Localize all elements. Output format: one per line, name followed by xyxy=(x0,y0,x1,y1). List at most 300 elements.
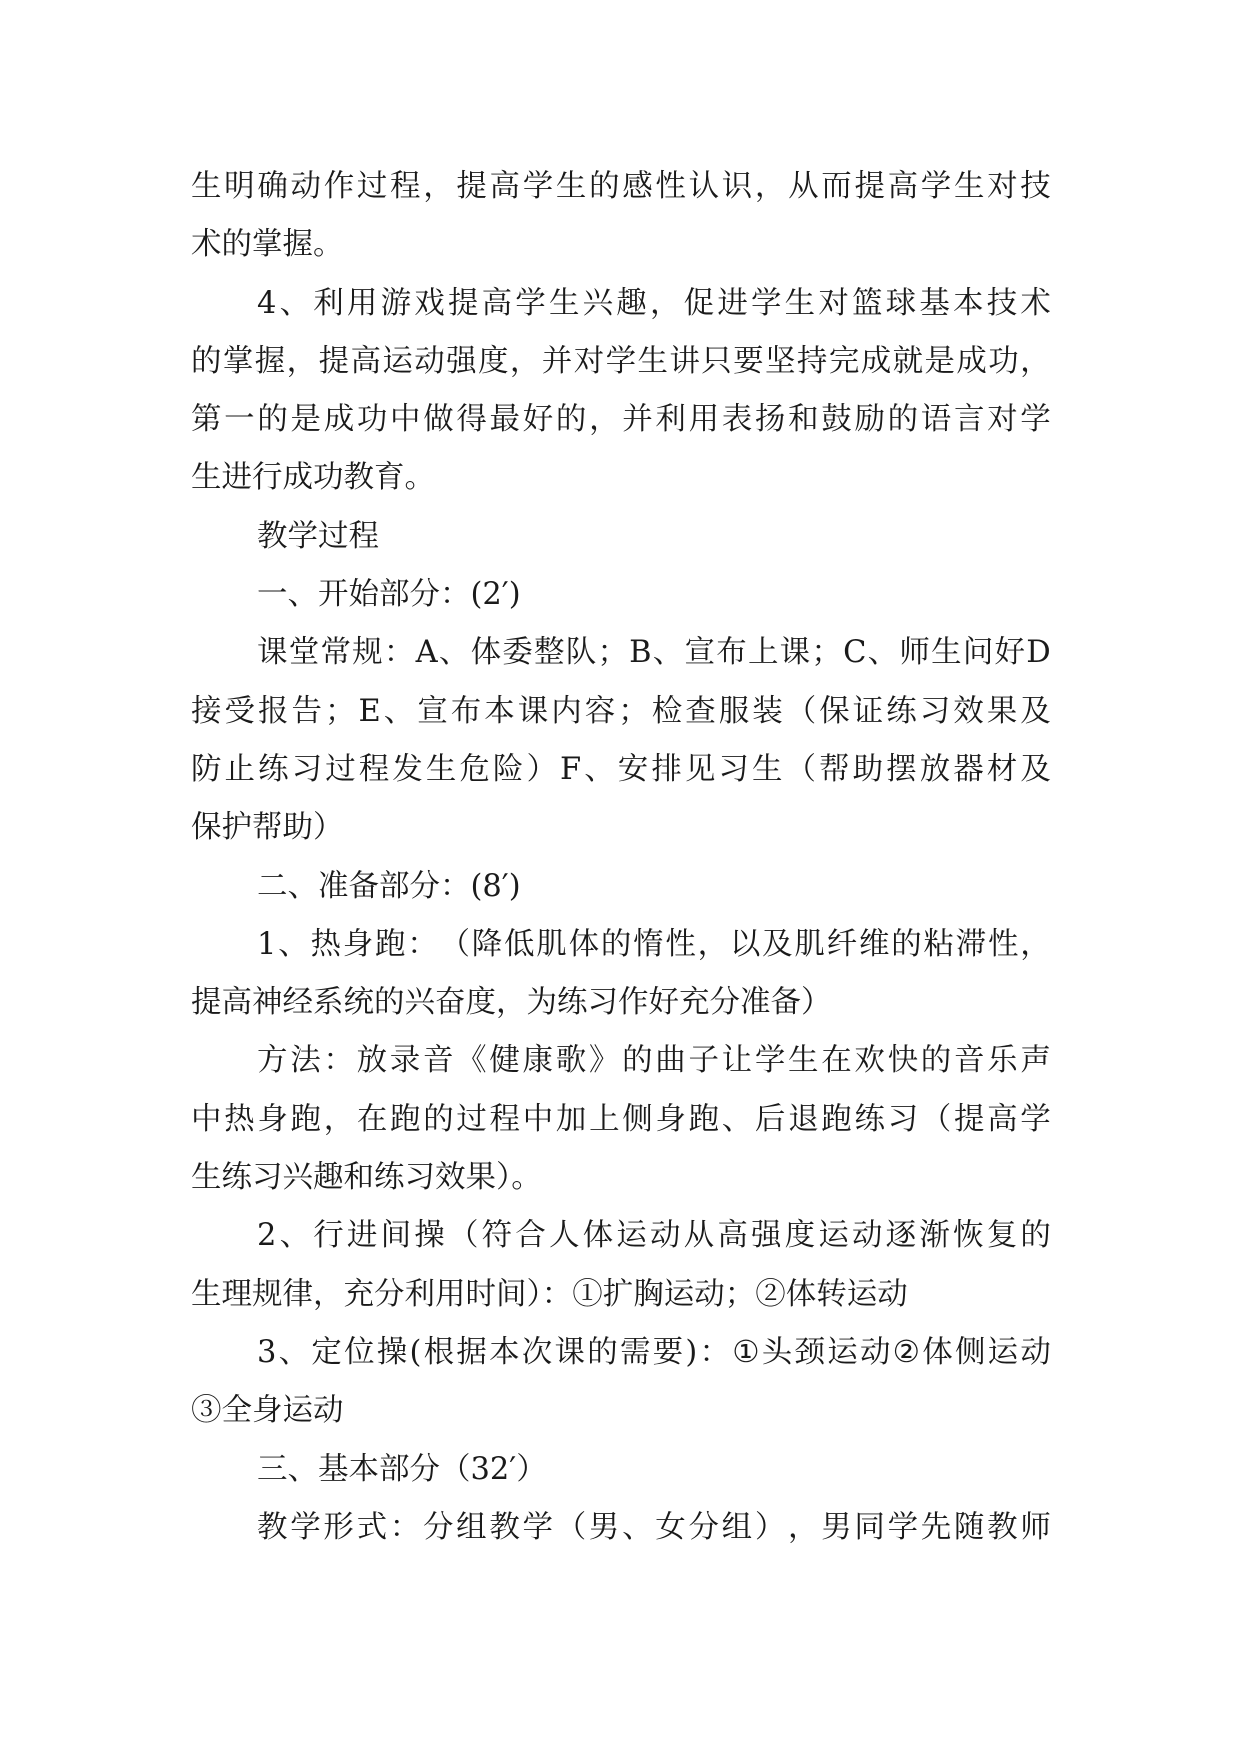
glyph: 》 xyxy=(588,1043,620,1079)
glyph: 热 xyxy=(224,1101,255,1137)
glyph: 高 xyxy=(887,169,919,204)
glyph: 励 xyxy=(854,402,885,438)
text-line xyxy=(191,624,1051,682)
glyph: 成 xyxy=(323,402,355,438)
glyph: 学 xyxy=(754,1043,786,1079)
glyph: F xyxy=(560,751,582,787)
glyph: 及 xyxy=(762,926,793,962)
glyph: 曲 xyxy=(655,1043,686,1079)
glyph: 2 xyxy=(257,1218,277,1254)
glyph: 识 xyxy=(721,169,753,204)
glyph: 进 xyxy=(346,1218,378,1254)
glyph: 、 xyxy=(438,635,470,671)
glyph: 男 xyxy=(588,1509,620,1545)
glyph: 的 xyxy=(589,169,620,204)
glyph: 好 xyxy=(522,402,554,438)
glyph: 从 xyxy=(683,1218,715,1254)
glyph: 对 xyxy=(987,169,1018,204)
glyph: 报 xyxy=(258,693,289,729)
glyph: 放 xyxy=(356,1043,388,1079)
glyph: 摆 xyxy=(886,751,917,787)
glyph: ② xyxy=(892,1334,920,1370)
glyph: ) xyxy=(685,1334,698,1370)
glyph: 明 xyxy=(224,169,255,204)
glyph: 握 xyxy=(254,343,286,379)
text-line xyxy=(191,158,1051,216)
text-line xyxy=(191,1091,1051,1149)
glyph: 在 xyxy=(356,1101,388,1137)
text-line xyxy=(191,916,1051,974)
glyph: 及 xyxy=(1020,693,1051,729)
glyph: 学 xyxy=(522,1509,553,1545)
glyph: 运 xyxy=(382,343,413,379)
text-line xyxy=(191,741,1051,799)
glyph: 作 xyxy=(323,169,355,204)
glyph: 动 xyxy=(414,343,445,379)
glyph: 险 xyxy=(492,751,524,787)
glyph: 掌 xyxy=(222,343,254,379)
glyph: B xyxy=(629,635,652,671)
glyph: 动 xyxy=(290,169,322,204)
text-line: 三、基本部分（32′） xyxy=(257,1451,547,1487)
glyph: 、 xyxy=(383,693,415,729)
glyph: 侧 xyxy=(622,1101,653,1137)
glyph: A xyxy=(415,635,438,671)
glyph: 强 xyxy=(446,343,477,379)
glyph: 堂 xyxy=(288,635,320,671)
glyph: 根 xyxy=(423,1334,455,1370)
glyph: 教 xyxy=(987,1509,1018,1545)
glyph: ( xyxy=(409,1334,422,1370)
text-line xyxy=(191,1324,1051,1382)
glyph: 中 xyxy=(390,402,421,438)
text-line xyxy=(191,1499,1051,1557)
text-line: ③全身运动 xyxy=(191,1393,344,1429)
glyph: ） xyxy=(754,1509,786,1545)
glyph: ① xyxy=(732,1334,760,1370)
glyph: 中 xyxy=(191,1101,222,1137)
text-line xyxy=(191,391,1051,449)
glyph: 欢 xyxy=(854,1043,885,1079)
glyph: ； xyxy=(597,635,628,671)
glyph: 退 xyxy=(788,1101,819,1137)
glyph: 见 xyxy=(684,751,716,787)
glyph: 分 xyxy=(422,1509,454,1545)
glyph: 的 xyxy=(891,926,922,962)
glyph: 分 xyxy=(688,1509,719,1545)
glyph: 高 xyxy=(717,1218,748,1254)
glyph: 程 xyxy=(358,751,390,787)
glyph: 子 xyxy=(688,1043,719,1079)
glyph: 度 xyxy=(478,343,509,379)
glyph: 、 xyxy=(278,1334,310,1370)
glyph: ， xyxy=(788,1509,819,1545)
glyph: 跑 xyxy=(821,1101,852,1137)
glyph: 高 xyxy=(481,285,513,321)
glyph: 上 xyxy=(747,635,779,671)
glyph: 提 xyxy=(953,1101,985,1137)
glyph: 、 xyxy=(279,1218,311,1254)
glyph: 体 xyxy=(922,1334,953,1370)
text-line: 生进行成功教育。 xyxy=(191,460,435,496)
glyph: ， xyxy=(589,402,620,438)
glyph: 合 xyxy=(515,1218,546,1254)
glyph: ， xyxy=(697,926,729,962)
glyph: 程 xyxy=(489,1101,521,1137)
glyph: 生 xyxy=(637,343,668,379)
glyph: ； xyxy=(618,693,649,729)
glyph: 随 xyxy=(953,1509,985,1545)
glyph: 坚 xyxy=(765,343,796,379)
glyph: 成 xyxy=(860,343,892,379)
glyph: 生 xyxy=(425,751,457,787)
glyph: 恢 xyxy=(953,1218,984,1254)
glyph: 以 xyxy=(729,926,761,962)
glyph: 扬 xyxy=(754,402,786,438)
glyph: 鼓 xyxy=(821,402,852,438)
glyph: 要 xyxy=(652,1334,684,1370)
glyph: ， xyxy=(423,169,454,204)
glyph: 复 xyxy=(986,1218,1018,1254)
glyph: 歌 xyxy=(555,1043,587,1079)
glyph: 利 xyxy=(655,402,686,438)
glyph: 课 xyxy=(257,635,288,671)
glyph: 音 xyxy=(422,1043,454,1079)
glyph: 滞 xyxy=(955,926,987,962)
glyph: 课 xyxy=(779,635,811,671)
glyph: 女 xyxy=(655,1509,686,1545)
glyph: 先 xyxy=(920,1509,952,1545)
glyph: ， xyxy=(649,285,681,321)
glyph: 常 xyxy=(320,635,351,671)
glyph: ， xyxy=(509,343,541,379)
glyph: 热 xyxy=(310,926,341,962)
glyph: 教 xyxy=(489,1509,520,1545)
glyph: 、 xyxy=(584,751,615,787)
glyph: 次 xyxy=(521,1334,553,1370)
glyph: 加 xyxy=(555,1101,587,1137)
glyph: 学 xyxy=(750,285,782,321)
glyph: 动 xyxy=(649,1218,681,1254)
glyph: 服 xyxy=(718,693,750,729)
glyph: 宣 xyxy=(417,693,448,729)
glyph: 肌 xyxy=(794,926,825,962)
glyph: 、 xyxy=(867,635,899,671)
glyph: 检 xyxy=(651,693,683,729)
glyph: 侧 xyxy=(954,1334,986,1370)
glyph: 趣 xyxy=(616,285,647,321)
glyph: 助 xyxy=(852,751,884,787)
glyph: 提 xyxy=(447,285,479,321)
glyph: 规 xyxy=(352,635,383,671)
glyph: 教 xyxy=(257,1509,288,1545)
glyph: ： xyxy=(323,1043,354,1079)
glyph: 性 xyxy=(655,169,686,204)
glyph: 的 xyxy=(257,402,288,438)
glyph: 录 xyxy=(389,1043,421,1079)
glyph: 形 xyxy=(323,1509,354,1545)
glyph: 快 xyxy=(887,1043,919,1079)
glyph: 过 xyxy=(356,169,388,204)
glyph: 生 xyxy=(548,285,580,321)
glyph: 问 xyxy=(962,635,994,671)
glyph: 3 xyxy=(257,1334,277,1370)
glyph: 性 xyxy=(665,926,696,962)
glyph: 纤 xyxy=(826,926,858,962)
glyph: 对 xyxy=(987,402,1018,438)
glyph: 体 xyxy=(470,635,502,671)
glyph: 是 xyxy=(290,402,322,438)
glyph: 学 xyxy=(920,169,952,204)
glyph: ， xyxy=(754,169,786,204)
glyph: 动 xyxy=(859,1334,891,1370)
glyph: 第 xyxy=(191,402,222,438)
glyph: 的 xyxy=(555,402,587,438)
glyph: 的 xyxy=(920,1043,952,1079)
glyph: 的 xyxy=(622,1043,653,1079)
glyph: 受 xyxy=(224,693,255,729)
glyph: 成 xyxy=(956,343,987,379)
glyph: 讲 xyxy=(669,343,700,379)
glyph: 动 xyxy=(852,1218,883,1254)
text-line xyxy=(191,1207,1051,1265)
glyph: 生 xyxy=(555,169,587,204)
glyph: 、 xyxy=(721,1101,753,1137)
glyph: 健 xyxy=(489,1043,520,1079)
glyph: 防 xyxy=(191,751,222,787)
glyph: （ xyxy=(439,926,470,962)
glyph: ， xyxy=(286,343,318,379)
glyph: 兴 xyxy=(582,285,614,321)
glyph: 利 xyxy=(313,285,344,321)
glyph: 低 xyxy=(504,926,535,962)
glyph: 果 xyxy=(986,693,1018,729)
glyph: 生 xyxy=(953,169,985,204)
text-line: 提高神经系统的兴奋度，为练习作好充分准备） xyxy=(191,985,832,1021)
glyph: （ xyxy=(447,1218,479,1254)
glyph: 完 xyxy=(828,343,860,379)
glyph: 言 xyxy=(953,402,985,438)
glyph: 过 xyxy=(325,751,356,787)
glyph: 的 xyxy=(191,343,222,379)
glyph: 从 xyxy=(788,169,819,204)
glyph: 学 xyxy=(290,1509,321,1545)
glyph: 学 xyxy=(515,285,546,321)
glyph: 本 xyxy=(489,1334,520,1370)
glyph: 符 xyxy=(481,1218,513,1254)
glyph: 身 xyxy=(257,1101,288,1137)
glyph: 提 xyxy=(456,169,487,204)
glyph: 委 xyxy=(502,635,533,671)
glyph: 法 xyxy=(290,1043,321,1079)
glyph: 排 xyxy=(651,751,682,787)
glyph: 而 xyxy=(821,169,852,204)
glyph: 效 xyxy=(953,693,984,729)
glyph: 证 xyxy=(852,693,884,729)
glyph: 练 xyxy=(258,751,289,787)
glyph: 接 xyxy=(191,693,222,729)
glyph: 确 xyxy=(257,169,288,204)
glyph: 动 xyxy=(1020,1334,1051,1370)
glyph: 感 xyxy=(622,169,653,204)
glyph: 学 xyxy=(605,343,637,379)
text-line: 术的掌握。 xyxy=(191,227,344,263)
glyph: 习 xyxy=(291,751,323,787)
glyph: 对 xyxy=(818,285,849,321)
glyph: ， xyxy=(323,1101,355,1137)
glyph: ： xyxy=(699,1334,730,1370)
glyph: 跑 xyxy=(688,1101,720,1137)
glyph: D xyxy=(1026,635,1051,671)
glyph: 跑 xyxy=(390,1101,421,1137)
glyph: ： xyxy=(383,635,415,671)
glyph: 《 xyxy=(456,1043,487,1079)
glyph: 据 xyxy=(456,1334,487,1370)
glyph: 生 xyxy=(788,1043,819,1079)
glyph: 身 xyxy=(342,926,374,962)
glyph: 运 xyxy=(616,1218,647,1254)
glyph: 生 xyxy=(931,635,962,671)
glyph: 只 xyxy=(701,343,732,379)
glyph: 器 xyxy=(953,751,984,787)
glyph: 跑 xyxy=(290,1101,322,1137)
glyph: 学 xyxy=(887,1509,919,1545)
glyph: 提 xyxy=(318,343,350,379)
glyph: 4 xyxy=(257,285,277,321)
glyph: 需 xyxy=(619,1334,651,1370)
glyph: 习 xyxy=(919,693,951,729)
glyph: 间 xyxy=(380,1218,412,1254)
glyph: 让 xyxy=(721,1043,753,1079)
glyph: 本 xyxy=(953,285,984,321)
glyph: 粘 xyxy=(923,926,954,962)
glyph: 止 xyxy=(224,751,256,787)
glyph: 降 xyxy=(471,926,503,962)
glyph: 学 xyxy=(522,169,554,204)
glyph: ； xyxy=(811,635,842,671)
glyph: 的 xyxy=(587,1334,618,1370)
glyph: 生 xyxy=(784,285,816,321)
glyph: 惰 xyxy=(633,926,664,962)
glyph: 、 xyxy=(622,1509,653,1545)
glyph: 习 xyxy=(718,751,749,787)
glyph: 发 xyxy=(392,751,423,787)
glyph: 队 xyxy=(565,635,597,671)
glyph: 强 xyxy=(750,1218,782,1254)
glyph: 高 xyxy=(350,343,381,379)
glyph: ） xyxy=(526,751,557,787)
glyph: 练 xyxy=(886,693,917,729)
glyph: 渐 xyxy=(919,1218,950,1254)
glyph: 体 xyxy=(582,1218,614,1254)
glyph: 维 xyxy=(858,926,890,962)
glyph: 查 xyxy=(685,693,716,729)
glyph: 程 xyxy=(390,169,421,204)
glyph: 布 xyxy=(716,635,747,671)
glyph: 并 xyxy=(622,402,653,438)
glyph: 声 xyxy=(1020,1043,1051,1079)
glyph: 促 xyxy=(683,285,715,321)
glyph: （ xyxy=(920,1101,952,1137)
text-line: 生理规律，充分利用时间）：①扩胸运动；②体转运动 xyxy=(191,1276,908,1312)
glyph: 定 xyxy=(311,1334,342,1370)
glyph: 功 xyxy=(988,343,1019,379)
glyph: 进 xyxy=(717,285,748,321)
glyph: 篮 xyxy=(852,285,883,321)
text-line: 保护帮助） xyxy=(191,810,344,846)
glyph: 放 xyxy=(919,751,951,787)
glyph: 组 xyxy=(456,1509,487,1545)
glyph: 体 xyxy=(568,926,600,962)
text-line xyxy=(191,1032,1051,1090)
glyph: 习 xyxy=(887,1101,919,1137)
glyph: 度 xyxy=(784,1218,816,1254)
glyph: 最 xyxy=(489,402,521,438)
glyph: 内 xyxy=(551,693,582,729)
glyph: 中 xyxy=(522,1101,554,1137)
glyph: 帮 xyxy=(819,751,850,787)
glyph: 跑 xyxy=(374,926,406,962)
glyph: 术 xyxy=(1020,285,1051,321)
glyph: 乐 xyxy=(987,1043,1018,1079)
glyph: 就 xyxy=(892,343,924,379)
text-line: 生练习兴趣和练习效果）。 xyxy=(191,1160,542,1196)
glyph: 学 xyxy=(1020,1101,1051,1137)
glyph: （ xyxy=(785,751,817,787)
glyph: 做 xyxy=(423,402,454,438)
glyph: 行 xyxy=(313,1218,344,1254)
glyph: 音 xyxy=(953,1043,985,1079)
glyph: 认 xyxy=(688,169,720,204)
glyph: 后 xyxy=(754,1101,786,1137)
glyph: 位 xyxy=(344,1334,375,1370)
glyph: 游 xyxy=(380,285,412,321)
glyph: 本 xyxy=(484,693,515,729)
glyph: 及 xyxy=(1020,751,1051,787)
glyph: 1 xyxy=(257,926,277,962)
glyph: 学 xyxy=(1020,402,1051,438)
glyph: 身 xyxy=(655,1101,686,1137)
glyph: 过 xyxy=(456,1101,487,1137)
text-line xyxy=(191,683,1051,741)
glyph: 材 xyxy=(986,751,1018,787)
glyph: 戏 xyxy=(414,285,445,321)
glyph: 师 xyxy=(899,635,930,671)
glyph: 和 xyxy=(788,402,819,438)
glyph: 式 xyxy=(356,1509,388,1545)
glyph: 课 xyxy=(517,693,549,729)
glyph: 基 xyxy=(919,285,950,321)
glyph: 课 xyxy=(554,1334,585,1370)
glyph: 告 xyxy=(291,693,322,729)
glyph: E xyxy=(358,693,381,729)
glyph: 是 xyxy=(924,343,955,379)
glyph: 生 xyxy=(751,751,783,787)
glyph: 性 xyxy=(988,926,1019,962)
glyph: 生 xyxy=(191,169,222,204)
glyph: 的 xyxy=(600,926,632,962)
glyph: 好 xyxy=(994,635,1026,671)
glyph: 人 xyxy=(548,1218,580,1254)
glyph: 用 xyxy=(688,402,720,438)
glyph: 容 xyxy=(584,693,616,729)
glyph: 并 xyxy=(541,343,573,379)
glyph: 组 xyxy=(721,1509,753,1545)
glyph: 技 xyxy=(986,285,1018,321)
glyph: 高 xyxy=(987,1101,1018,1137)
glyph: 的 xyxy=(1020,1218,1051,1254)
glyph: 要 xyxy=(733,343,764,379)
